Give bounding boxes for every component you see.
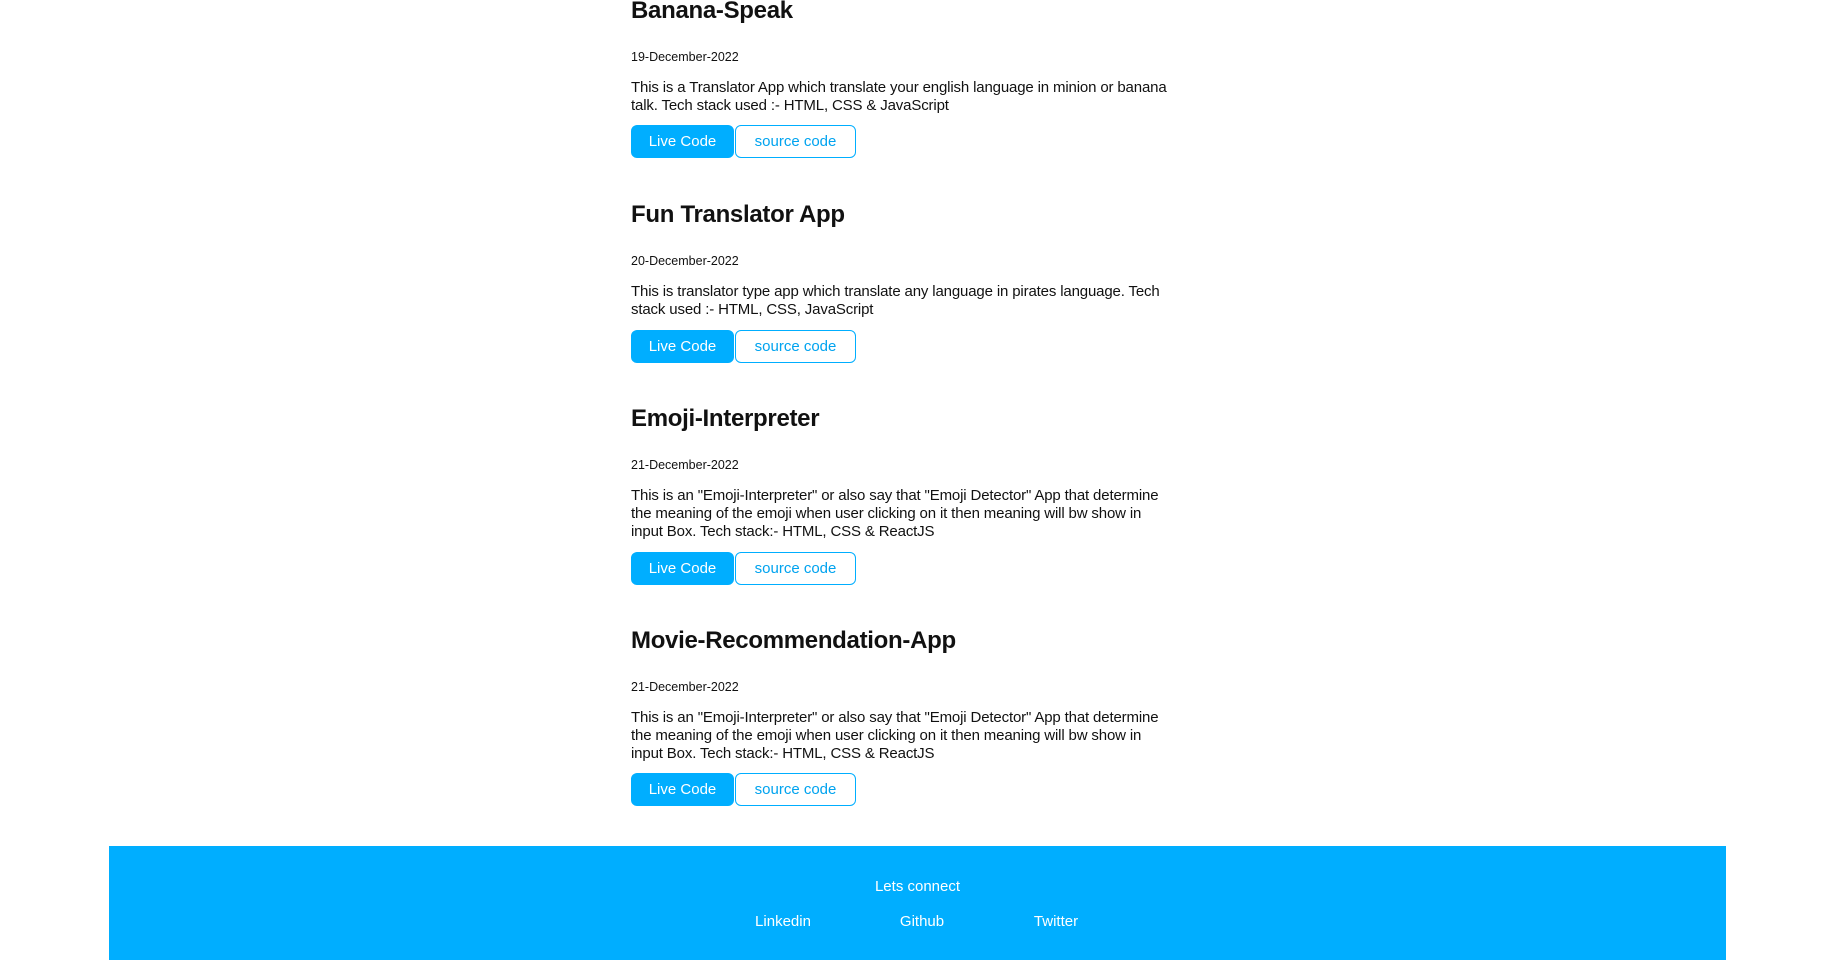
description-line: talk. Tech stack used :- HTML, CSS & JavaScript <box>631 97 949 114</box>
footer-heading: Lets connect <box>874 878 961 895</box>
description-line: input Box. Tech stack:- HTML, CSS & ReactJS <box>631 745 935 762</box>
source-code-button[interactable]: source code <box>735 773 856 806</box>
project-title: Banana-Speak <box>631 0 793 24</box>
description-line: This is an "Emoji-Interpreter" or also say that "Emoji Detector" App that determine <box>631 487 1159 504</box>
description-line: This is a Translator App which translate your english language in minion or banana <box>631 79 1167 96</box>
description-line: the meaning of the emoji when user clicking on it then meaning will bw show in <box>631 505 1142 522</box>
project-description <box>631 709 1158 763</box>
project-title: Emoji-Interpreter <box>631 405 820 432</box>
footer-link-linkedin[interactable]: Linkedin <box>755 913 811 930</box>
project-date: 20-December-2022 <box>631 254 739 268</box>
description-line: input Box. Tech stack:- HTML, CSS & ReactJS <box>631 523 935 540</box>
description-line: This is an "Emoji-Interpreter" or also say that "Emoji Detector" App that determine <box>631 709 1159 726</box>
project-description <box>631 79 1167 115</box>
live-code-button[interactable]: Live Code <box>631 773 734 806</box>
description-line: stack used :- HTML, CSS, JavaScript <box>631 301 874 318</box>
project-date: 21-December-2022 <box>631 680 739 694</box>
footer-link-github[interactable]: Github <box>899 913 945 930</box>
project-title: Fun Translator App <box>631 201 845 228</box>
source-code-button[interactable]: source code <box>735 125 856 158</box>
live-code-button[interactable]: Live Code <box>631 125 734 158</box>
project-date: 19-December-2022 <box>631 50 739 64</box>
source-code-button[interactable]: source code <box>735 330 856 363</box>
description-line: This is translator type app which translate any language in pirates language. Tech <box>631 283 1160 300</box>
footer-link-twitter[interactable]: Twitter <box>1033 913 1079 930</box>
project-description <box>631 283 1160 319</box>
description-line: the meaning of the emoji when user clicking on it then meaning will bw show in <box>631 727 1142 744</box>
source-code-button[interactable]: source code <box>735 552 856 585</box>
live-code-button[interactable]: Live Code <box>631 552 734 585</box>
project-description <box>631 487 1158 541</box>
project-title: Movie-Recommendation-App <box>631 627 956 654</box>
footer <box>109 846 1726 960</box>
live-code-button[interactable]: Live Code <box>631 330 734 363</box>
project-date: 21-December-2022 <box>631 458 739 472</box>
